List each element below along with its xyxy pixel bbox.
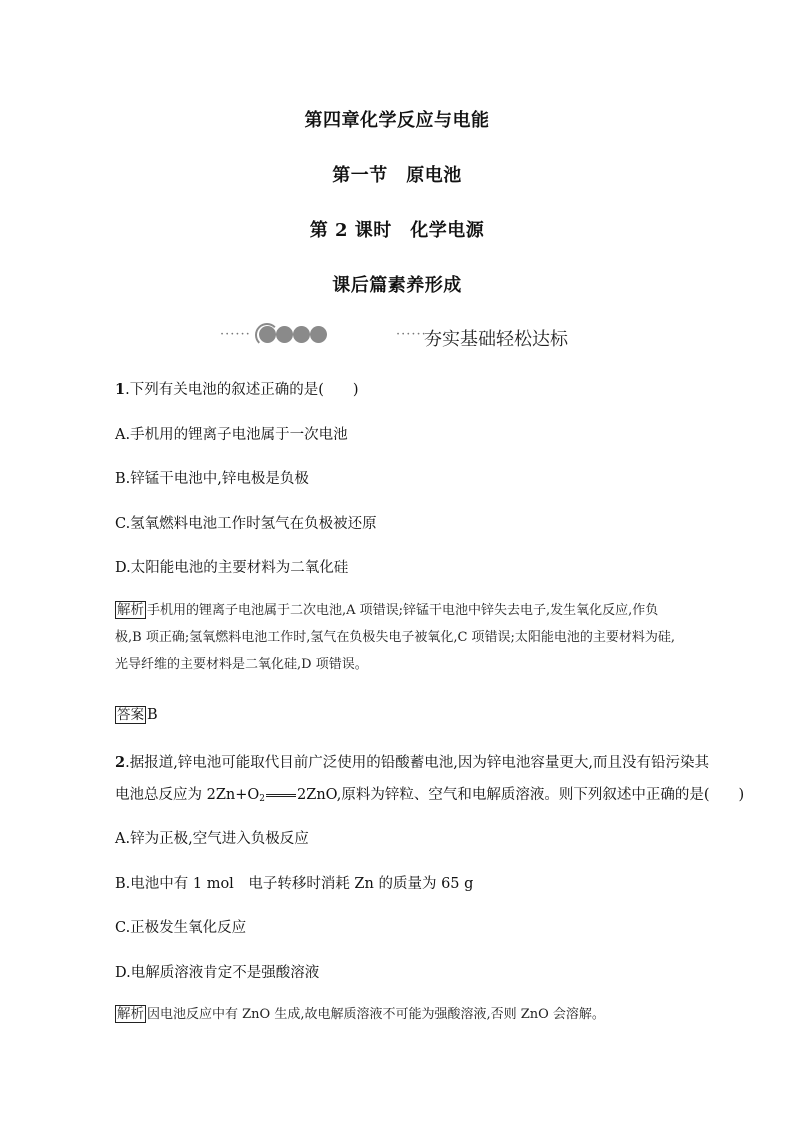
banner-dots-left: ······: [220, 327, 251, 342]
question-1-analysis-text: 手机用的锂离子电池属于二次电池,A 项错误;锌锰干电池中锌失去电子,发生氧化反应,作负极,B 项正确;氢氧燃料电池工作时,氢气在负极失电子被氧化,C 项错误;太阳能电池的主要材料为硅,光导纤维的主要材料是二氧化硅,D 项错误。: [115, 603, 676, 672]
question-2-line-2: [115, 783, 744, 804]
question-2-analysis-text: 因电池反应中有 ZnO 生成,故电解质溶液不可能为强酸溶液,否则 ZnO 会溶解。: [147, 1007, 605, 1022]
analysis-tag: 解析: [117, 602, 144, 618]
question-2-number: 2: [115, 754, 126, 771]
progress-balls-icon: [256, 326, 330, 346]
question-2-stem-2a: 电池总反应为 2Zn+O: [115, 787, 260, 803]
question-2-stem-2b: 2ZnO,原料为锌粒、空气和电解质溶液。则下列叙述中正确的是( ): [297, 787, 745, 803]
question-2-analysis: [115, 1001, 680, 1028]
question-1-option-b: B.锌锰干电池中,锌电极是负极: [115, 471, 309, 487]
question-1-stem: .下列有关电池的叙述正确的是( ): [125, 382, 359, 398]
question-2-option-b: B.电池中有 1 mol 电子转移时消耗 Zn 的质量为 65 g: [115, 876, 474, 892]
section-title: 第一节 原电池: [332, 165, 462, 186]
question-2-option-a: A.锌为正极,空气进入负极反应: [115, 831, 309, 847]
question-2-line-1: [115, 751, 709, 772]
analysis-tag: 解析: [117, 1006, 144, 1022]
practice-title: 课后篇素养形成: [332, 275, 462, 296]
banner-dots-right: ······: [396, 327, 427, 342]
question-1: [115, 378, 359, 399]
question-1-option-d: D.太阳能电池的主要材料为二氧化硅: [115, 560, 349, 576]
chapter-title: 第四章化学反应与电能: [304, 110, 490, 131]
lesson-title: 第 2 课时 化学电源: [309, 220, 485, 241]
question-2-option-c: C.正极发生氧化反应: [115, 920, 247, 936]
question-1-analysis: [115, 597, 680, 678]
question-1-option-c: C.氢氧燃料电池工作时氢气在负极被还原: [115, 516, 377, 532]
question-2-stem-1: .据报道,锌电池可能取代目前广泛使用的铅酸蓄电池,因为锌电池容量更大,而且没有铅污染其: [125, 755, 710, 771]
section-banner: [220, 325, 580, 349]
equation-equals-sign: [266, 794, 296, 797]
question-1-answer: [115, 706, 158, 724]
question-1-option-a: A.手机用的锂离子电池属于一次电池: [115, 427, 348, 443]
question-1-number: 1: [115, 381, 126, 398]
oxygen-subscript: 2: [259, 794, 266, 804]
answer-tag: 答案: [117, 707, 144, 723]
question-2-option-d: D.电解质溶液肯定不是强酸溶液: [115, 965, 320, 981]
question-1-answer-value: B: [147, 707, 158, 723]
banner-text: 夯实基础轻松达标: [424, 329, 568, 350]
